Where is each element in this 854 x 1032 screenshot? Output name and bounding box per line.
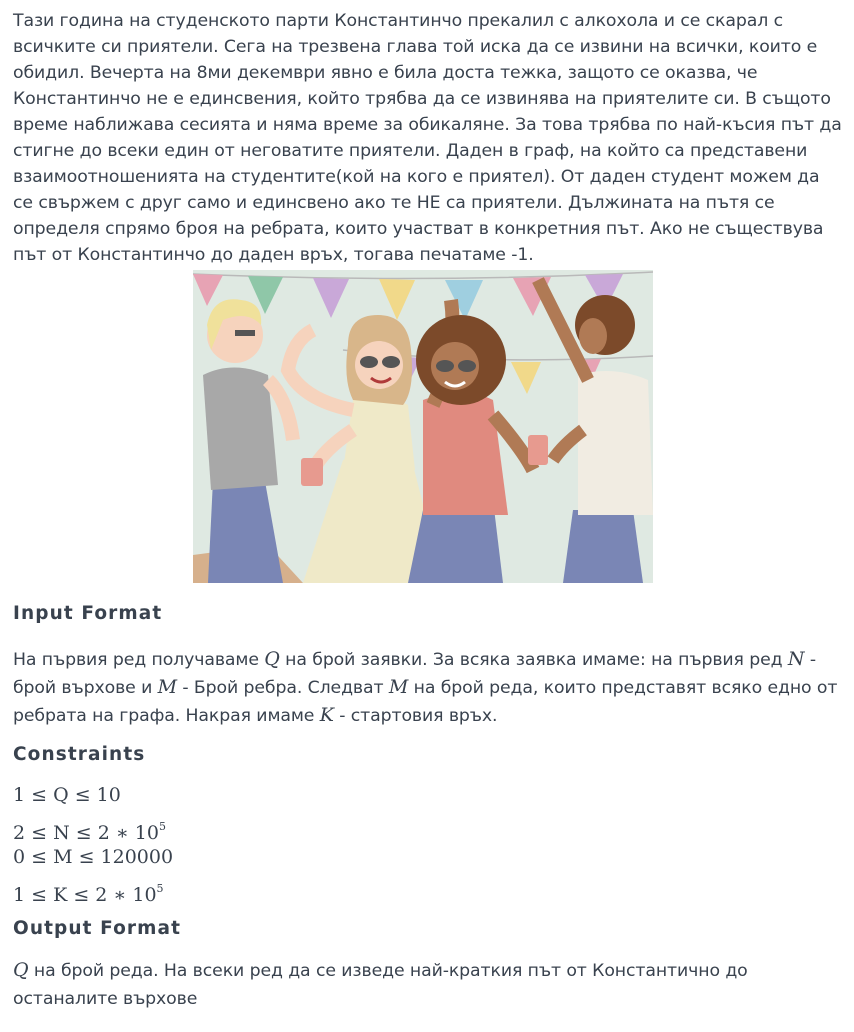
math-var-k: K bbox=[319, 704, 334, 726]
constraint-n-exponent: 5 bbox=[158, 820, 166, 833]
constraint-n bbox=[13, 811, 843, 842]
input-text-2: на брой заявки. За всяка заявка имаме: на първия ред bbox=[279, 650, 788, 670]
constraint-m: 0 ≤ M ≤ 120000 bbox=[13, 846, 174, 868]
output-text: на брой реда. На всеки ред да се изведе най-краткия път от Константично до останалите върхове bbox=[13, 961, 748, 1009]
math-var-m-2: M bbox=[388, 676, 409, 698]
math-var-m: M bbox=[157, 676, 177, 698]
constraint-q: 1 ≤ Q ≤ 10 bbox=[13, 784, 121, 806]
math-var-n: N bbox=[787, 648, 805, 670]
input-text-1: На първия ред получаваме bbox=[13, 650, 265, 670]
constraint-n-base: 2 ≤ N ≤ 2 ∗ 10 bbox=[13, 822, 159, 844]
input-text-5: на брой реда, които представят всяко едно от ребрата на графа. Накрая имаме bbox=[13, 678, 838, 726]
constraints-heading: Constraints bbox=[13, 744, 146, 765]
intro-paragraph: Тази година на студенското парти Константинчо прекалил с алкохола и се скарал с всичките си приятели. Сега на трезвена глава той иска да се извини на всички, които е обидил. Вечерта на 8ми декември явно е била доста тежка, защото се оказва, че Константинчо не е единсвения, който трябва да се извинява на приятелите си. В същото време наближава сесията и няма време за обикаляне. За това трябва по най-късия път да стигне до всеки един от неговатите приятели. Даден в граф, на който са представени взаимоотношенията на студентите(кой на кого е приятел). От даден студент можем да се свържем с друг само и единсвено ако те НЕ са приятели. Дължината на пътя се определя спрямо броя на ребрата, които участват в конкретния път. Ако не съществува път от Константинчо до даден връх, тогава печатаме -1. bbox=[13, 11, 842, 265]
math-var-q-output: Q bbox=[13, 959, 29, 981]
input-format-text bbox=[13, 646, 843, 730]
output-format-heading: Output Format bbox=[13, 918, 182, 939]
output-format-text bbox=[13, 956, 843, 1013]
math-var-q: Q bbox=[264, 648, 280, 670]
party-illustration bbox=[193, 270, 653, 583]
constraint-k-exponent: 5 bbox=[156, 882, 164, 895]
constraint-k bbox=[13, 873, 843, 904]
input-text-4: - Брой ребра. Следват bbox=[176, 678, 389, 698]
input-text-3: - брой върхове и bbox=[13, 650, 816, 698]
input-text-6: - стартовия връх. bbox=[333, 706, 498, 726]
constraint-k-base: 1 ≤ K ≤ 2 ∗ 10 bbox=[13, 884, 157, 906]
constraints-list bbox=[13, 780, 843, 904]
problem-statement bbox=[13, 8, 843, 1013]
input-format-heading: Input Format bbox=[13, 603, 163, 624]
